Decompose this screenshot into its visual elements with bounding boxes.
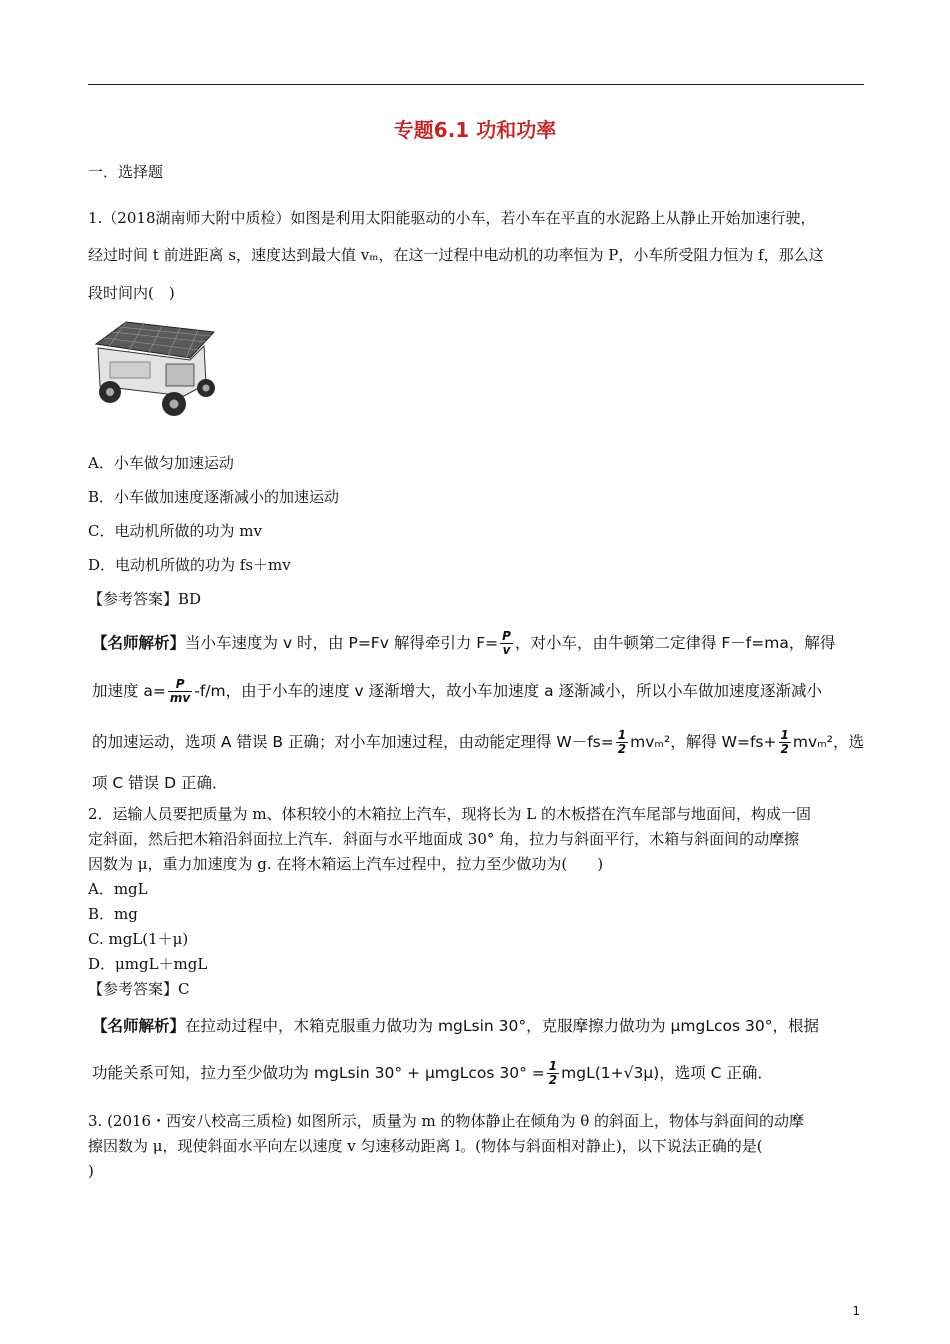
q1-analysis-line-3: 的加速运动，选项 A 错误 B 正确；对小车加速过程，由动能定理得 W－fs= $\frac{1}{2}$ mvₘ²，解得 W=fs+ $\frac{1}{2}$ mvₘ²，选 xyxy=(92,728,865,756)
fraction-half: $\frac{1}{2}$ xyxy=(617,728,627,756)
q1-line-1: 1.（2018湖南师大附中质检）如图是利用太阳能驱动的小车，若小车在平直的水泥路上从静止开始加速行驶， xyxy=(88,209,816,227)
q2-option-a: A．mgL xyxy=(88,880,148,898)
q1-option-b: B．小车做加速度逐渐减小的加速运动 xyxy=(88,488,340,506)
fraction-half: $\frac{1}{2}$ xyxy=(780,728,789,756)
q2-option-b: B．mg xyxy=(88,905,138,923)
header-rule xyxy=(88,84,864,85)
q1-line-3: 段时间内( ) xyxy=(88,284,175,302)
q1-option-c: C．电动机所做的功为 mv xyxy=(88,522,262,540)
q2-line-2: 定斜面，然后把木箱沿斜面拉上汽车．斜面与水平地面成 30° 角，拉力与斜面平行，木箱与斜面间的动摩擦 xyxy=(88,830,800,848)
q1-option-d: D．电动机所做的功为 fs＋mv xyxy=(88,556,291,574)
q1-analysis-label: 【名师解析】 xyxy=(92,634,186,652)
q1-analysis-line-2: 加速度 a= $\frac{P}{mv}$ -f/m，由于小车的速度 v 逐渐增大，故小车加速度 a 逐渐减小，所以小车做加速度逐渐减小 xyxy=(92,677,823,705)
q1-answer: 【参考答案】BD xyxy=(88,590,202,608)
page-number: 1 xyxy=(852,1304,860,1318)
q2-analysis-line-1: 【名师解析】在拉动过程中，木箱克服重力做功为 mgLsin 30°，克服摩擦力做功为 μmgLcos 30°，根据 xyxy=(92,1017,819,1035)
fraction-p-over-v: $\frac{P}{v}$ xyxy=(502,629,511,657)
q1-line-2: 经过时间 t 前进距离 s，速度达到最大值 vₘ，在这一过程中电动机的功率恒为 P，小车所受阻力恒为 f，那么这 xyxy=(88,246,824,264)
q3-line-2: 擦因数为 μ，现使斜面水平向左以速度 v 匀速移动距离 l。(物体与斜面相对静止)，以下说法正确的是( xyxy=(88,1137,763,1155)
q2-analysis-line-2: 功能关系可知，拉力至少做功为 mgLsin 30° + μmgLcos 30° = $\frac{1}{2}$ mgL(1+√3μ)，选项 C 正确． xyxy=(92,1059,773,1087)
q3-line-3: ) xyxy=(88,1162,94,1180)
page-title: 专题6.1 功和功率 xyxy=(393,118,557,142)
q3-line-1: 3. (2016・西安八校高三质检) 如图所示，质量为 m 的物体静止在倾角为 θ 的斜面上，物体与斜面间的动摩 xyxy=(88,1112,805,1130)
q2-option-c: C. mgL(1＋μ) xyxy=(88,930,189,948)
fraction-p-over-mv: $\frac{P}{mv}$ xyxy=(169,677,191,705)
q2-option-d: D．μmgL＋mgL xyxy=(88,955,208,973)
q2-analysis-label: 【名师解析】 xyxy=(92,1017,186,1035)
fraction-half: $\frac{1}{2}$ xyxy=(548,1059,558,1087)
q1-option-a: A．小车做匀加速运动 xyxy=(88,454,234,472)
solar-car-image xyxy=(86,314,220,420)
section-heading: 一．选择题 xyxy=(88,163,164,181)
q2-line-3: 因数为 μ，重力加速度为 g. 在将木箱运上汽车过程中，拉力至少做功为( ) xyxy=(88,855,604,873)
q2-line-1: 2．运输人员要把质量为 m、体积较小的木箱拉上汽车，现将长为 L 的木板搭在汽车尾部与地面间，构成一固 xyxy=(88,805,812,823)
q1-analysis-line-1: 【名师解析】当小车速度为 v 时，由 P=Fv 解得牵引力 F= $\frac{P}{v}$ ，对小车，由牛顿第二定律得 F－f=ma，解得 xyxy=(92,629,836,657)
q1-analysis-line-4: 项 C 错误 D 正确． xyxy=(92,774,228,792)
q2-answer: 【参考答案】C xyxy=(88,980,190,998)
